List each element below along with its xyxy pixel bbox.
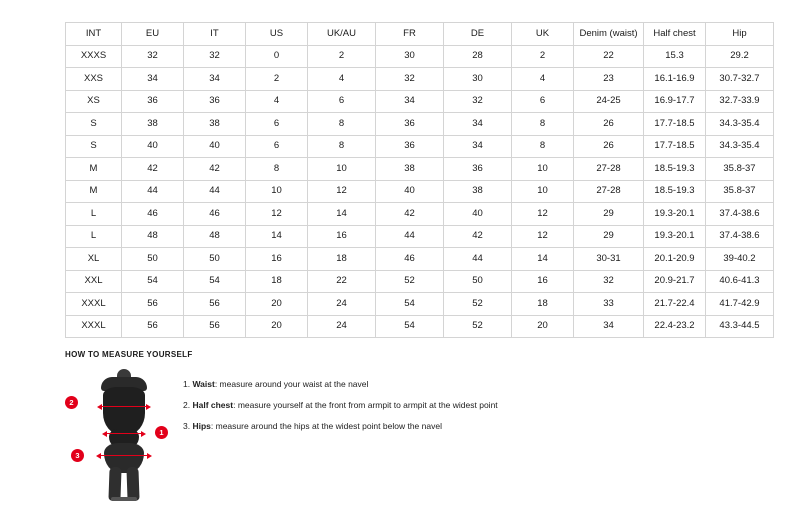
cell-hip: 34.3-35.4 [706,135,774,158]
cell-de: 28 [444,45,512,68]
cell-de: 30 [444,68,512,91]
cell-int: XXL [66,270,122,293]
cell-fr: 30 [376,45,444,68]
cell-fr: 38 [376,158,444,181]
cell-uk: 20 [512,315,574,338]
cell-uk: 10 [512,158,574,181]
cell-fr: 40 [376,180,444,203]
cell-half-chest: 16.1-16.9 [644,68,706,91]
marker-3-badge: 3 [71,449,84,462]
cell-hip: 35.8-37 [706,180,774,203]
half-chest-measure-arrow-icon [101,406,147,407]
cell-fr: 52 [376,270,444,293]
cell-de: 40 [444,203,512,226]
cell-uk: 4 [512,68,574,91]
cell-de: 42 [444,225,512,248]
mannequin-figure-icon [93,369,155,501]
cell-us: 10 [246,180,308,203]
cell-eu: 48 [122,225,184,248]
column-header-denim-waist: Denim (waist) [574,23,644,46]
column-header-half-chest: Half chest [644,23,706,46]
measurement-note-waist [183,379,498,389]
measurement-diagram [65,369,175,509]
cell-us: 12 [246,203,308,226]
cell-de: 34 [444,135,512,158]
cell-half-chest: 20.1-20.9 [644,248,706,271]
measurement-note-hips [183,421,498,431]
cell-eu: 40 [122,135,184,158]
cell-us: 16 [246,248,308,271]
cell-denim-waist: 29 [574,203,644,226]
cell-it: 54 [184,270,246,293]
cell-it: 36 [184,90,246,113]
note-text: : measure around your waist at the navel [214,379,369,389]
cell-hip: 37.4-38.6 [706,225,774,248]
note-number: 2. [183,400,191,411]
column-header-uk: UK [512,23,574,46]
cell-hip: 32.7-33.9 [706,90,774,113]
column-header-de: DE [444,23,512,46]
size-table-container [65,22,760,338]
cell-uk-au: 24 [308,293,376,316]
cell-fr: 36 [376,135,444,158]
measurement-note-half-chest [183,400,498,410]
table-header-row [66,23,774,46]
cell-half-chest: 15.3 [644,45,706,68]
size-conversion-table [65,22,774,338]
how-to-measure-body [65,369,745,509]
cell-half-chest: 20.9-21.7 [644,270,706,293]
cell-uk-au: 2 [308,45,376,68]
cell-int: XXS [66,68,122,91]
table-row [66,225,774,248]
cell-denim-waist: 22 [574,45,644,68]
note-number: 1. [183,379,191,389]
column-header-it: IT [184,23,246,46]
cell-us: 14 [246,225,308,248]
mannequin-stand [111,497,137,501]
cell-it: 42 [184,158,246,181]
table-row [66,113,774,136]
cell-eu: 50 [122,248,184,271]
cell-half-chest: 19.3-20.1 [644,225,706,248]
cell-it: 40 [184,135,246,158]
cell-eu: 56 [122,315,184,338]
table-row [66,45,774,68]
table-row [66,158,774,181]
cell-int: XL [66,248,122,271]
cell-us: 20 [246,293,308,316]
column-header-us: US [246,23,308,46]
cell-de: 44 [444,248,512,271]
cell-int: S [66,113,122,136]
cell-it: 50 [184,248,246,271]
note-term: Hips [192,421,211,432]
cell-denim-waist: 32 [574,270,644,293]
cell-int: XXXL [66,315,122,338]
cell-eu: 36 [122,90,184,113]
cell-fr: 34 [376,90,444,113]
waist-measure-arrow-icon [106,433,142,434]
cell-denim-waist: 23 [574,68,644,91]
cell-half-chest: 18.5-19.3 [644,158,706,181]
cell-denim-waist: 29 [574,225,644,248]
hips-measure-arrow-icon [100,455,148,456]
cell-uk-au: 22 [308,270,376,293]
mannequin-torso [103,387,145,435]
cell-int: L [66,225,122,248]
cell-uk: 2 [512,45,574,68]
cell-it: 34 [184,68,246,91]
cell-us: 18 [246,270,308,293]
cell-half-chest: 16.9-17.7 [644,90,706,113]
cell-hip: 41.7-42.9 [706,293,774,316]
cell-eu: 34 [122,68,184,91]
measurement-notes [175,369,498,443]
cell-int: M [66,158,122,181]
table-row [66,270,774,293]
cell-int: M [66,180,122,203]
cell-us: 0 [246,45,308,68]
table-row [66,315,774,338]
cell-it: 48 [184,225,246,248]
cell-int: L [66,203,122,226]
cell-denim-waist: 24-25 [574,90,644,113]
cell-hip: 43.3-44.5 [706,315,774,338]
table-row [66,293,774,316]
cell-half-chest: 21.7-22.4 [644,293,706,316]
cell-uk: 12 [512,225,574,248]
table-row [66,180,774,203]
cell-denim-waist: 33 [574,293,644,316]
cell-hip: 35.8-37 [706,158,774,181]
cell-half-chest: 18.5-19.3 [644,180,706,203]
column-header-hip: Hip [706,23,774,46]
cell-us: 4 [246,90,308,113]
cell-fr: 42 [376,203,444,226]
cell-denim-waist: 26 [574,113,644,136]
cell-fr: 36 [376,113,444,136]
cell-uk-au: 12 [308,180,376,203]
cell-hip: 40.6-41.3 [706,270,774,293]
cell-denim-waist: 26 [574,135,644,158]
cell-denim-waist: 30-31 [574,248,644,271]
cell-uk: 6 [512,90,574,113]
cell-denim-waist: 34 [574,315,644,338]
cell-it: 56 [184,315,246,338]
cell-hip: 29.2 [706,45,774,68]
cell-de: 36 [444,158,512,181]
cell-eu: 54 [122,270,184,293]
cell-us: 2 [246,68,308,91]
cell-eu: 44 [122,180,184,203]
cell-de: 52 [444,293,512,316]
cell-hip: 37.4-38.6 [706,203,774,226]
cell-uk-au: 4 [308,68,376,91]
table-body [66,45,774,338]
cell-fr: 54 [376,293,444,316]
cell-half-chest: 19.3-20.1 [644,203,706,226]
how-to-measure-title: HOW TO MEASURE YOURSELF [65,350,193,359]
cell-denim-waist: 27-28 [574,180,644,203]
cell-us: 20 [246,315,308,338]
cell-it: 56 [184,293,246,316]
column-header-uk-au: UK/AU [308,23,376,46]
cell-int: XXXS [66,45,122,68]
cell-de: 34 [444,113,512,136]
cell-eu: 38 [122,113,184,136]
cell-it: 38 [184,113,246,136]
cell-eu: 56 [122,293,184,316]
cell-uk-au: 14 [308,203,376,226]
cell-uk-au: 10 [308,158,376,181]
column-header-int: INT [66,23,122,46]
note-text: : measure around the hips at the widest point below the navel [210,421,442,432]
cell-half-chest: 17.7-18.5 [644,113,706,136]
cell-fr: 44 [376,225,444,248]
column-header-fr: FR [376,23,444,46]
cell-it: 46 [184,203,246,226]
cell-de: 52 [444,315,512,338]
cell-uk-au: 8 [308,113,376,136]
cell-hip: 39-40.2 [706,248,774,271]
cell-us: 8 [246,158,308,181]
cell-fr: 46 [376,248,444,271]
cell-int: XXXL [66,293,122,316]
cell-it: 32 [184,45,246,68]
note-term: Waist [192,379,215,389]
cell-hip: 34.3-35.4 [706,113,774,136]
cell-hip: 30.7-32.7 [706,68,774,91]
cell-uk-au: 16 [308,225,376,248]
cell-int: XS [66,90,122,113]
cell-it: 44 [184,180,246,203]
column-header-eu: EU [122,23,184,46]
table-header [66,23,774,46]
cell-uk: 12 [512,203,574,226]
cell-denim-waist: 27-28 [574,158,644,181]
table-row [66,203,774,226]
cell-uk: 10 [512,180,574,203]
cell-uk-au: 6 [308,90,376,113]
marker-1-badge: 1 [155,426,168,439]
cell-uk: 14 [512,248,574,271]
cell-de: 50 [444,270,512,293]
cell-uk: 16 [512,270,574,293]
cell-us: 6 [246,135,308,158]
cell-eu: 46 [122,203,184,226]
cell-uk-au: 18 [308,248,376,271]
cell-eu: 32 [122,45,184,68]
marker-2-badge: 2 [65,396,78,409]
cell-uk: 8 [512,113,574,136]
cell-uk: 8 [512,135,574,158]
table-row [66,135,774,158]
table-row [66,68,774,91]
note-number: 3. [183,421,191,432]
cell-half-chest: 17.7-18.5 [644,135,706,158]
note-text: : measure yourself at the front from armpit to armpit at the widest point [233,400,498,411]
table-row [66,90,774,113]
cell-fr: 32 [376,68,444,91]
how-to-measure-section [65,350,745,509]
cell-us: 6 [246,113,308,136]
cell-int: S [66,135,122,158]
cell-uk: 18 [512,293,574,316]
cell-uk-au: 24 [308,315,376,338]
cell-de: 38 [444,180,512,203]
cell-fr: 54 [376,315,444,338]
cell-eu: 42 [122,158,184,181]
cell-de: 32 [444,90,512,113]
cell-uk-au: 8 [308,135,376,158]
cell-half-chest: 22.4-23.2 [644,315,706,338]
table-row [66,248,774,271]
note-term: Half chest [192,400,234,411]
